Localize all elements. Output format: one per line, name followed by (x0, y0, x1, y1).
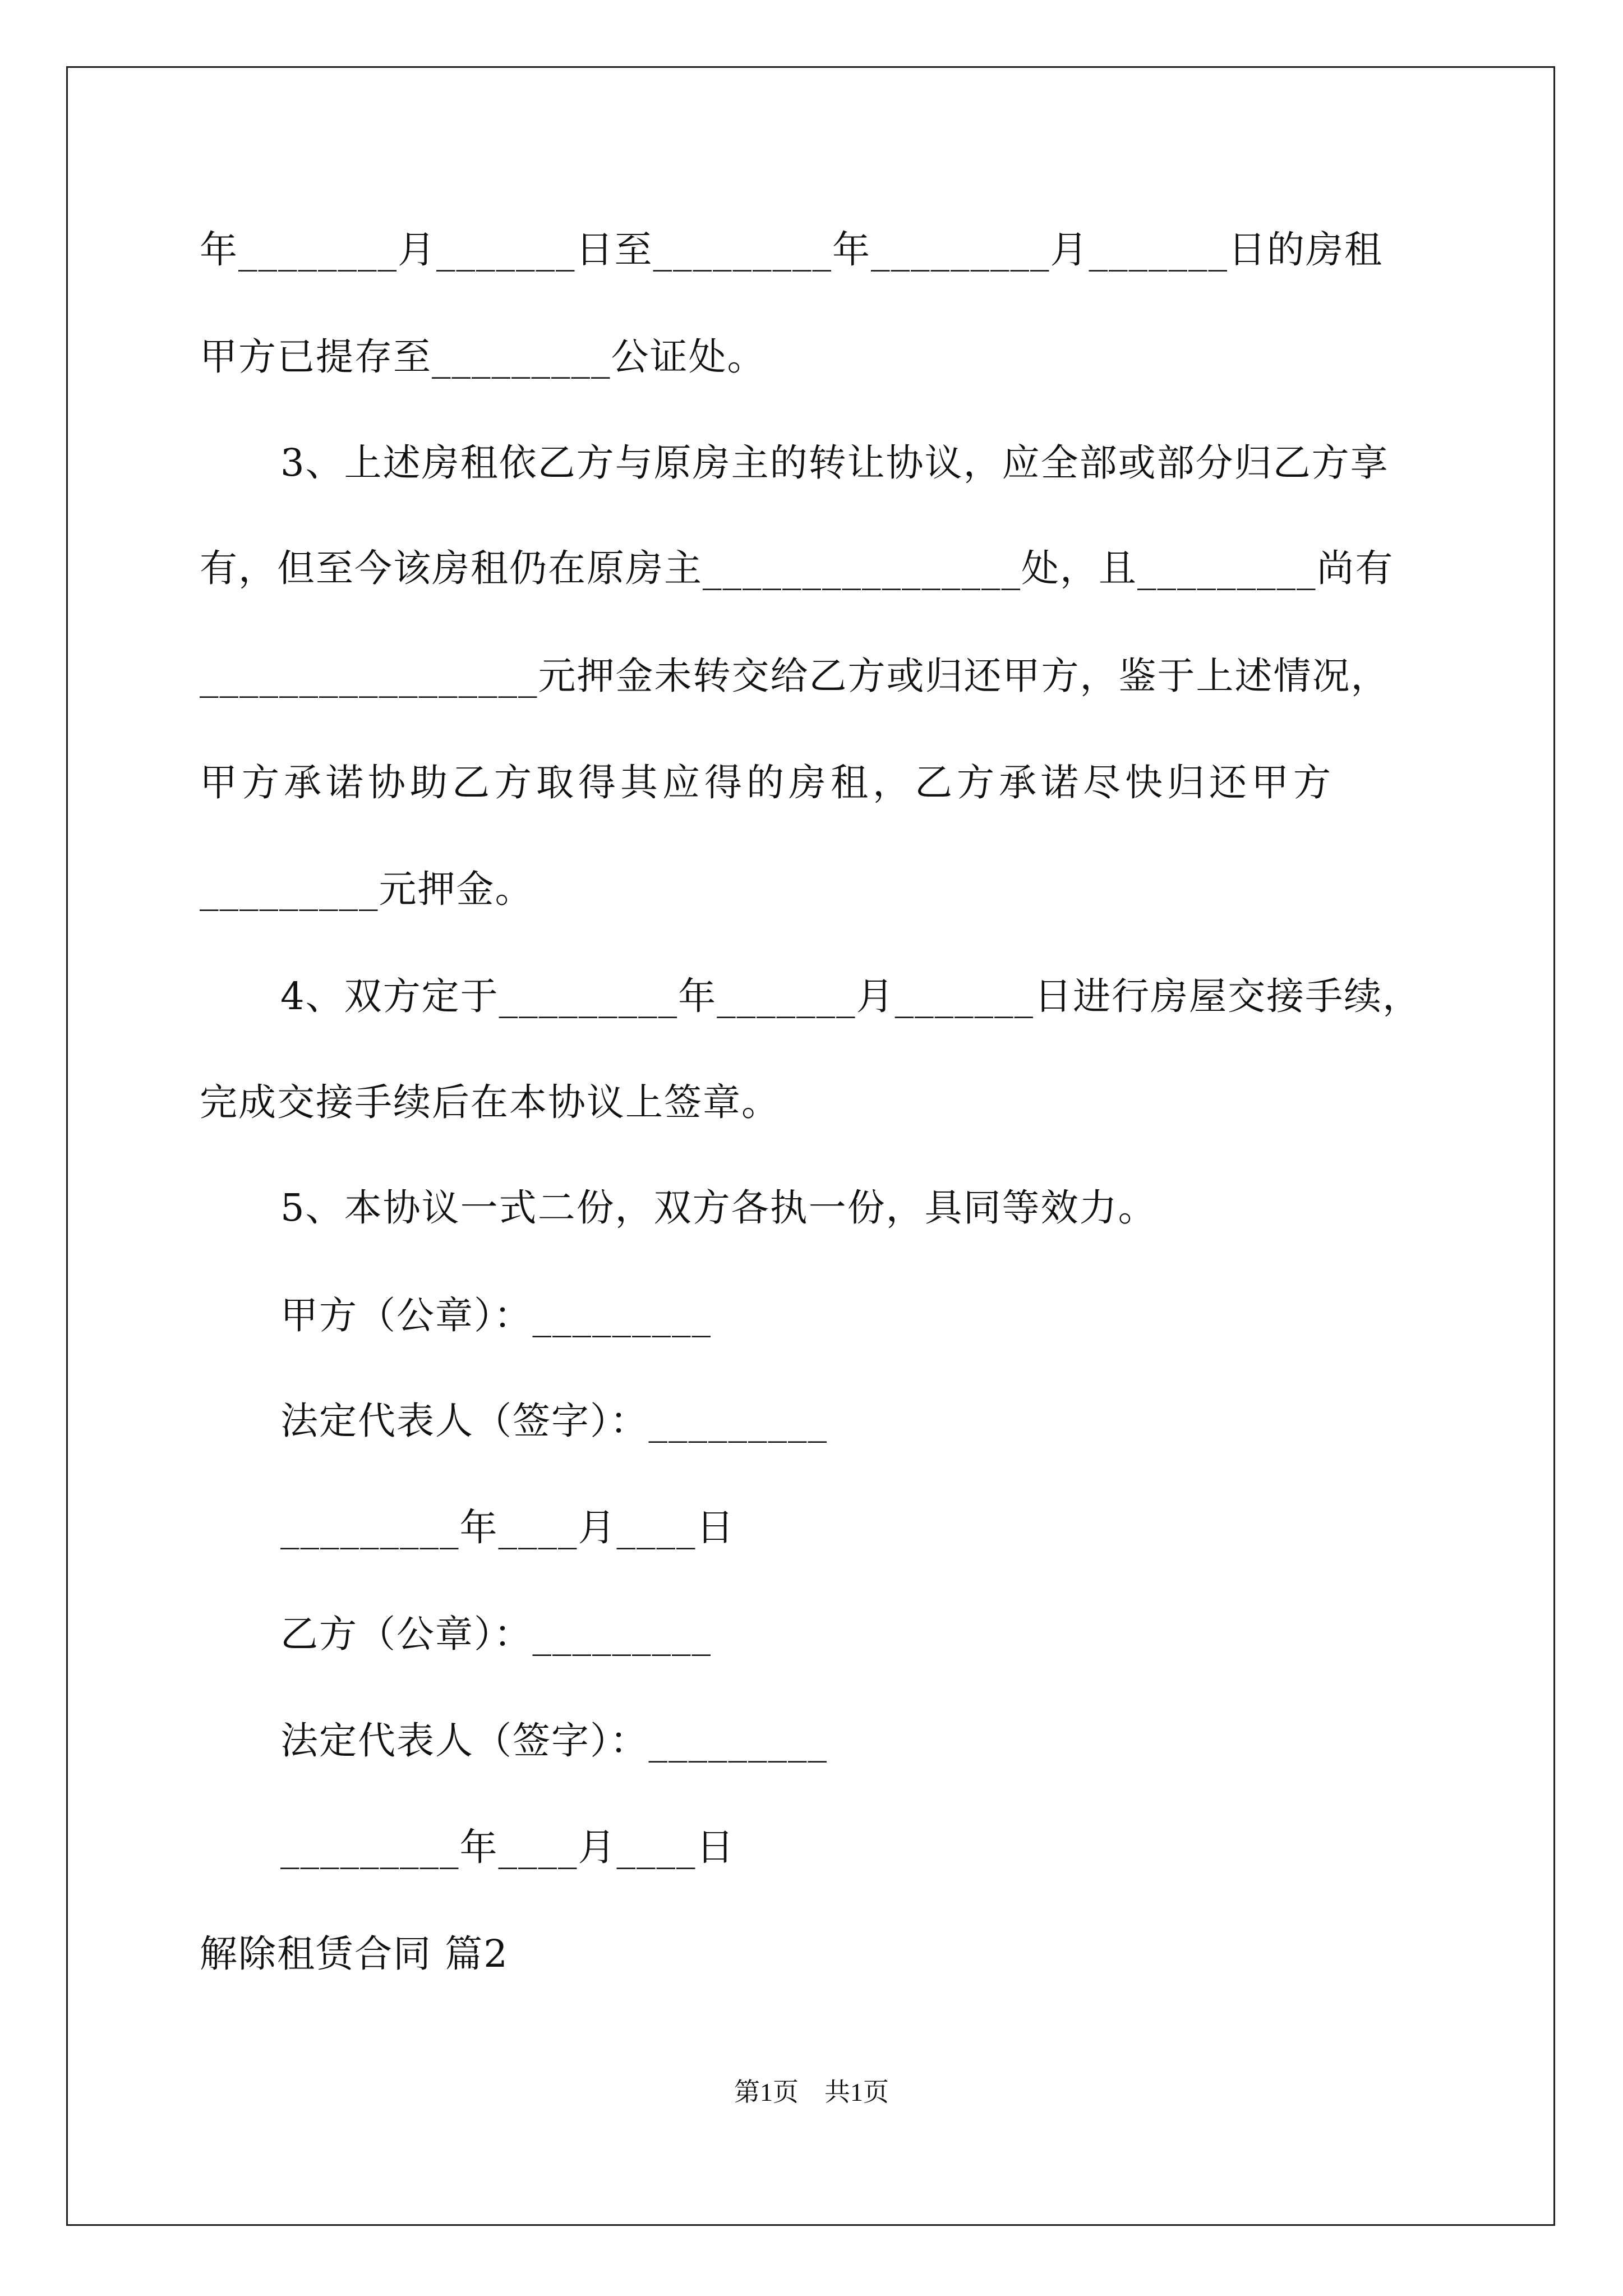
clause-3-line-2: 有，但至今该房租仍在原房主________________处，且_________尚有 (200, 546, 1394, 590)
clause-5: 5、本协议一式二份，双方各执一份，具同等效力。 (280, 1186, 1157, 1230)
clause-3-line-1: 3、上述房租依乙方与原房主的转让协议，应全部或部分归乙方享 (280, 441, 1389, 485)
page-frame (66, 66, 1555, 2226)
section-heading-part-2: 解除租赁合同 篇2 (200, 1932, 509, 1976)
clause-3-line-3: _________________元押金未转交给乙方或归还甲方，鉴于上述情况， (200, 654, 1390, 698)
clause-3-line-4: 甲方承诺协助乙方取得其应得的房租，乙方承诺尽快归还甲方 (200, 761, 1335, 804)
party-b-date: _________年____月____日 (280, 1825, 735, 1869)
clause-3-line-5: _________元押金。 (200, 867, 534, 911)
clause-4-line-2: 完成交接手续后在本协议上签章。 (200, 1080, 780, 1124)
party-b-representative: 法定代表人（签字）：_________ (280, 1719, 828, 1763)
clause-4-line-1: 4、双方定于_________年_______月_______日进行房屋交接手续， (280, 974, 1422, 1018)
party-a-date: _________年____月____日 (280, 1506, 735, 1549)
party-a-seal: 甲方（公章）：_________ (280, 1294, 712, 1337)
page-footer: 第1页 共1页 (734, 2078, 889, 2106)
party-b-seal: 乙方（公章）：_________ (280, 1612, 712, 1656)
party-a-representative: 法定代表人（签字）：_________ (280, 1399, 828, 1443)
text-line-rent-period: 年________月_______日至_________年_________月_______日的房租 (200, 228, 1383, 272)
text-line-notary: 甲方已提存至_________公证处。 (200, 335, 766, 379)
